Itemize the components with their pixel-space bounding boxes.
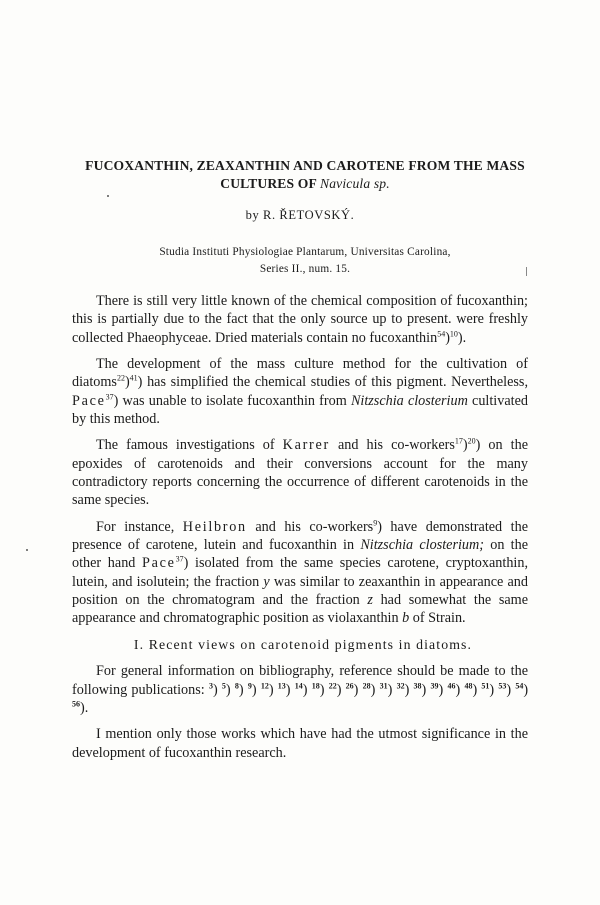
scan-speck bbox=[107, 195, 109, 197]
footnote-ref: 38 bbox=[413, 680, 422, 690]
p2-text: The development of the mass culture method for the cultivation of diatoms bbox=[72, 356, 528, 391]
footnote-ref: 3 bbox=[208, 680, 213, 690]
footnote-ref: 46 bbox=[447, 680, 456, 690]
p4-text: was similar to zeaxanthin in appearance and position on the chromatogram and the fraction bbox=[72, 573, 528, 609]
paragraph-3 bbox=[72, 436, 528, 509]
p4-text: on the other hand bbox=[72, 537, 529, 572]
footnote-paren: ) bbox=[285, 681, 295, 698]
p4-text: of Strain. bbox=[409, 610, 466, 627]
footnote-ref: 22 bbox=[328, 680, 337, 690]
scan-speck bbox=[26, 549, 28, 551]
footnote-paren: ) bbox=[387, 681, 397, 698]
title-line-1: FUCOXANTHIN, ZEAXANTHIN AND CAROTENE FROM THE MASS bbox=[85, 158, 525, 173]
author-byline: by R. ŘETOVSKÝ. bbox=[245, 208, 355, 222]
footnote-paren: ) bbox=[370, 681, 380, 698]
p3-text: ) on the epoxides of carotenoids and their conversions account for the many contradictory reports concerning the occurrence of different carotenoids in the same species. bbox=[72, 437, 528, 509]
footnote-ref: 17 bbox=[454, 436, 463, 446]
section-heading: I. Recent views on carotenoid pigments in diatoms. bbox=[133, 636, 473, 652]
p2-text: ) has simplified the chemical studies of this pigment. Nevertheless, bbox=[137, 374, 528, 391]
author-name: Karrer bbox=[282, 437, 330, 454]
footnote-paren: ) bbox=[472, 681, 482, 698]
footnote-ref: 13 bbox=[277, 680, 286, 690]
paragraph-5 bbox=[72, 662, 528, 717]
author-name: Pace bbox=[142, 555, 176, 572]
author-name: Pace bbox=[72, 392, 106, 409]
footnote-ref: 54 bbox=[515, 680, 524, 690]
p1-text: There is still very little known of the chemical composition of fucoxanthin; this is partially due to the fact that the only source up to present. were freshly collected Phaeophyceae. Dried materials contain no fucoxanthin bbox=[72, 293, 528, 346]
footnote-paren: ) bbox=[80, 699, 85, 716]
footnote-paren: ) bbox=[438, 681, 448, 698]
author-name: Heilbron bbox=[182, 518, 247, 535]
fraction-label: z bbox=[367, 592, 373, 609]
article-body bbox=[72, 292, 528, 770]
footnote-paren: ) bbox=[455, 681, 465, 698]
paper-title bbox=[60, 157, 550, 193]
p4-text: ) have demonstrated the presence of carotene, lutein and fucoxanthin in bbox=[72, 518, 528, 554]
affiliation bbox=[40, 244, 570, 278]
footnote-paren: ) bbox=[336, 681, 346, 698]
p3-text: The famous investigations of bbox=[96, 437, 283, 454]
affiliation-line-2: Series II., num. 15. bbox=[259, 263, 351, 275]
p4-text: For instance, bbox=[96, 518, 183, 535]
p5-text: . bbox=[84, 699, 89, 716]
affiliation-line-1: Studia Instituti Physiologiae Plantarum, Universitas Carolina, bbox=[159, 246, 451, 258]
paragraph-1 bbox=[72, 292, 528, 347]
p2-text: ) was unable to isolate fucoxanthin from bbox=[113, 392, 351, 409]
footnote-ref: 18 bbox=[311, 680, 320, 690]
footnote-ref: 14 bbox=[294, 680, 303, 690]
footnote-paren: ) bbox=[302, 681, 312, 698]
footnote-paren: ) bbox=[353, 681, 363, 698]
footnote-paren: ) bbox=[523, 681, 529, 698]
footnote-ref: 22 bbox=[116, 373, 125, 383]
footnote-ref: 26 bbox=[345, 680, 354, 690]
footnote-ref: 9 bbox=[247, 680, 252, 690]
p3-text: ) bbox=[462, 437, 468, 454]
footnote-ref: 20 bbox=[467, 436, 476, 446]
paragraph-2 bbox=[72, 355, 528, 428]
footnote-paren: ) bbox=[251, 681, 261, 698]
title-species: Navicula sp. bbox=[320, 176, 390, 191]
footnote-ref: 53 bbox=[498, 680, 507, 690]
paragraph-6: I mention only those works which have had the utmost significance in the development of fucoxanthin research. bbox=[72, 726, 528, 761]
p4-text: and his co-workers bbox=[246, 518, 374, 535]
footnote-ref: 10 bbox=[449, 328, 458, 338]
fraction-label: y bbox=[263, 573, 270, 590]
footnote-paren: ) bbox=[225, 681, 235, 698]
p2-text: ) bbox=[124, 374, 130, 391]
footnote-ref: 56 bbox=[72, 699, 80, 709]
paragraph-4 bbox=[72, 518, 528, 628]
footnote-paren: ) bbox=[268, 681, 278, 698]
p2-text: cultivated by this method. bbox=[72, 392, 528, 427]
scan-mark bbox=[526, 267, 527, 276]
footnote-paren: ) bbox=[319, 681, 329, 698]
footnote-paren: ) bbox=[489, 681, 499, 698]
fraction-label: b bbox=[402, 610, 410, 627]
footnote-ref: 8 bbox=[234, 680, 239, 690]
footnote-paren: ) bbox=[212, 681, 222, 698]
footnote-ref: 37 bbox=[105, 391, 114, 401]
footnote-ref: 54 bbox=[437, 328, 446, 338]
footnote-ref: 39 bbox=[430, 680, 439, 690]
footnote-paren: ) bbox=[404, 681, 414, 698]
p5-text: For general information on bibliography, reference should be made to the following publications: bbox=[72, 663, 528, 698]
p1-text: ) bbox=[445, 329, 450, 346]
species-name: Nitzschia closterium bbox=[350, 392, 468, 409]
title-line-2: CULTURES OF bbox=[220, 176, 317, 191]
footnote-ref: 28 bbox=[362, 680, 371, 690]
footnote-ref: 5 bbox=[221, 680, 226, 690]
footnote-ref: 12 bbox=[260, 680, 269, 690]
footnote-ref: 32 bbox=[396, 680, 405, 690]
species-name: Nitzschia closterium; bbox=[360, 537, 484, 554]
footnote-ref: 48 bbox=[464, 680, 473, 690]
footnote-ref: 41 bbox=[129, 373, 138, 383]
footnote-ref: 31 bbox=[379, 680, 388, 690]
footnote-paren: ) bbox=[238, 681, 248, 698]
p4-text: ) isolated from the same species carotene, cryptoxanthin, lutein, and isolutein; the fraction bbox=[72, 555, 528, 590]
footnote-paren: ) bbox=[421, 681, 431, 698]
p4-text: had somewhat the same appearance and chromatographic position as violaxanthin bbox=[72, 592, 528, 627]
footnote-ref: 37 bbox=[175, 554, 184, 564]
p1-text: ). bbox=[457, 329, 467, 346]
footnote-ref: 51 bbox=[481, 680, 490, 690]
footnote-ref: 9 bbox=[373, 518, 378, 528]
p3-text: and his co-workers bbox=[329, 437, 455, 454]
footnote-paren: ) bbox=[506, 681, 516, 698]
